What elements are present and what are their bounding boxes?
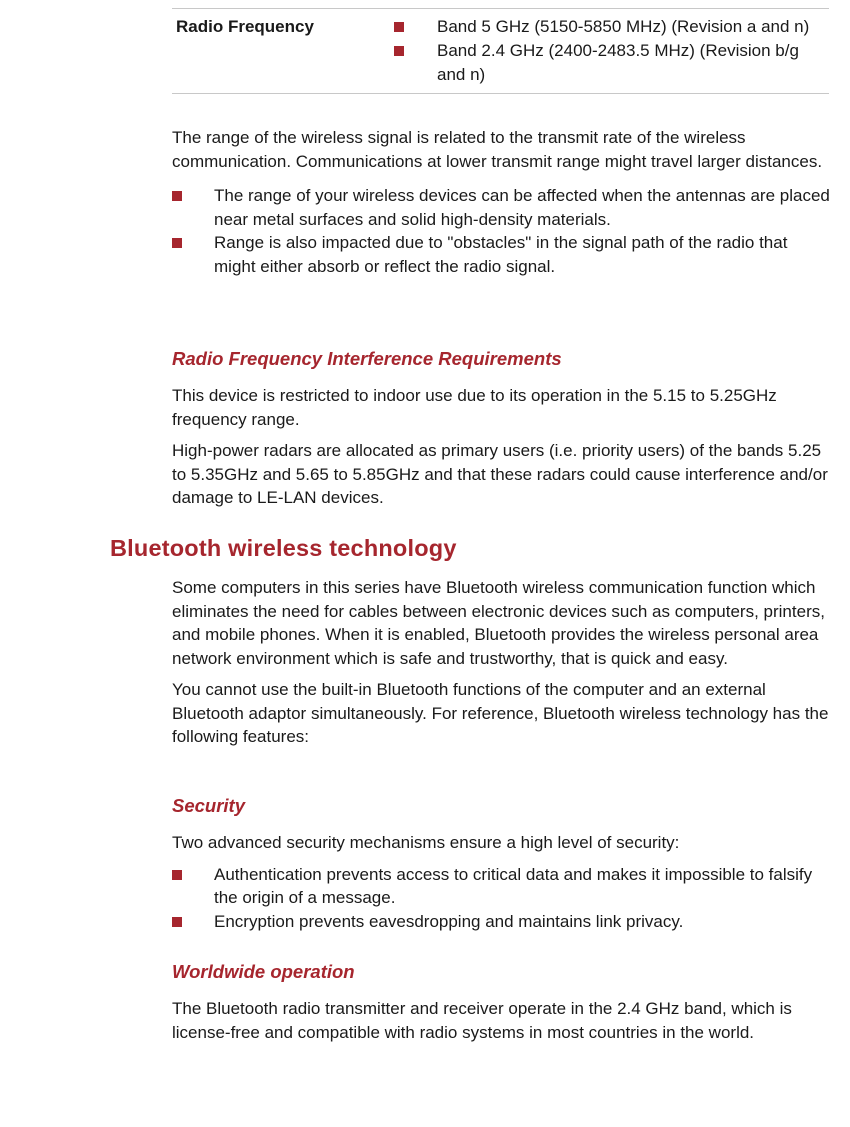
list-item-text: Range is also impacted due to "obstacles" in the signal path of the radio that might either absorb or reflect the radio signal.: [214, 233, 788, 276]
square-bullet-icon: [394, 46, 404, 56]
range-section: [172, 126, 832, 278]
rfi-paragraph: High-power radars are allocated as primary users (i.e. priority users) of the bands 5.25 to 5.35GHz and 5.65 to 5.85GHz and that these radars could cause interference and/or damage to LE-LAN devices.: [172, 441, 828, 507]
bluetooth-paragraph: You cannot use the built-in Bluetooth functions of the computer and an external Bluetooth adaptor simultaneously. For reference, Bluetooth wireless technology has the following features:: [172, 680, 829, 746]
spec-table-bottom-rule: [172, 93, 829, 94]
square-bullet-icon: [172, 238, 182, 248]
spec-values: [394, 15, 829, 87]
worldwide-paragraph: The Bluetooth radio transmitter and receiver operate in the 2.4 GHz band, which is license-free and compatible with radio systems in most countries in the world.: [172, 999, 792, 1042]
spec-value-text: Band 2.4 GHz (2400-2483.5 MHz) (Revision b/g and n): [437, 41, 799, 84]
range-paragraph: The range of the wireless signal is related to the transmit rate of the wireless communication. Communications at lower transmit range might travel larger distances.: [172, 128, 823, 171]
list-item: [172, 184, 832, 231]
security-bullet-list: [172, 863, 832, 934]
spec-label: Radio Frequency: [176, 17, 314, 36]
spec-value-item: [394, 15, 829, 39]
rfi-section: [172, 347, 832, 510]
square-bullet-icon: [172, 191, 182, 201]
security-section: [172, 794, 832, 933]
range-bullet-list: [172, 184, 832, 278]
security-intro: Two advanced security mechanisms ensure a high level of security:: [172, 833, 680, 852]
square-bullet-icon: [172, 917, 182, 927]
bluetooth-paragraph: Some computers in this series have Bluetooth wireless communication function which eliminates the need for cables between electronic devices such as computers, printers, and mobile phones. When it is enabled, Bluetooth provides the wireless personal area network environment which is safe and trustworthy, that is quick and easy.: [172, 578, 825, 668]
worldwide-section: [172, 960, 832, 1044]
list-item-text: Encryption prevents eavesdropping and maintains link privacy.: [214, 911, 684, 931]
worldwide-heading: Worldwide operation: [172, 961, 355, 982]
list-item: [172, 863, 832, 910]
list-item-text: Authentication prevents access to critical data and makes it impossible to falsify the origin of a message.: [214, 864, 813, 907]
security-heading: Security: [172, 795, 246, 816]
square-bullet-icon: [394, 22, 404, 32]
spec-value-item: [394, 39, 829, 87]
square-bullet-icon: [172, 870, 182, 880]
spec-value-text: Band 5 GHz (5150-5850 MHz) (Revision a and n): [437, 17, 810, 36]
list-item: [172, 910, 832, 934]
bluetooth-heading: Bluetooth wireless technology: [110, 535, 457, 561]
list-item-text: The range of your wireless devices can be affected when the antennas are placed near metal surfaces and solid high-density materials.: [214, 186, 830, 229]
spec-row-radio-frequency: [172, 9, 829, 93]
bluetooth-section: [172, 576, 832, 749]
spec-table: [172, 8, 829, 94]
list-item: [172, 231, 832, 278]
rfi-paragraph: This device is restricted to indoor use due to its operation in the 5.15 to 5.25GHz frequency range.: [172, 386, 777, 429]
rfi-heading: Radio Frequency Interference Requirements: [172, 348, 562, 369]
